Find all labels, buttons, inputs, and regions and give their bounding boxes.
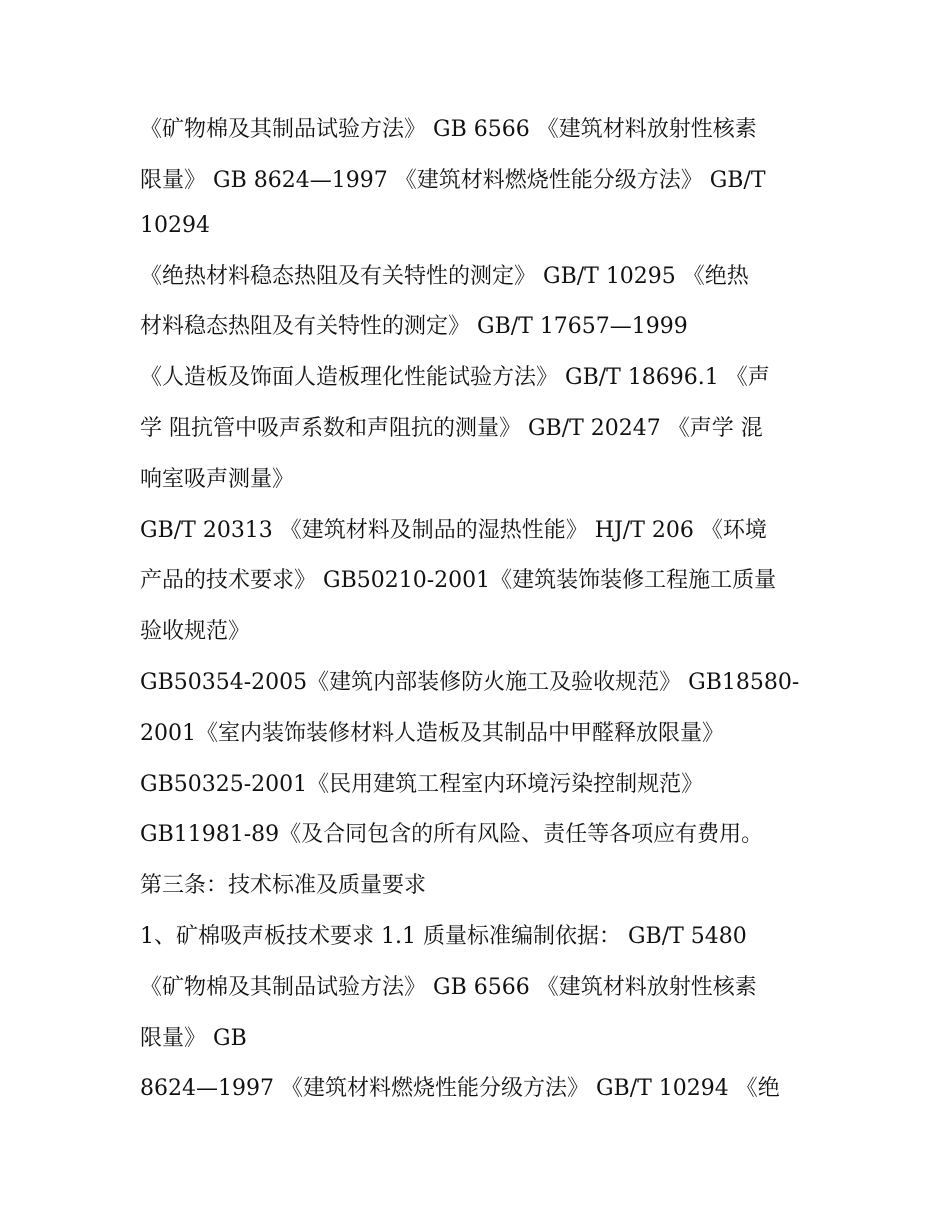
text-line: 《绝热材料稳态热阻及有关特性的测定》 GB/T 10295 《绝热 <box>140 263 749 289</box>
text-line: 1、矿棉吸声板技术要求 1.1 质量标准编制依据： GB/T 5480 <box>140 923 747 949</box>
text-line: 10294 <box>140 212 210 238</box>
text-line: 响室吸声测量》 <box>140 466 295 492</box>
text-line: 限量》 GB <box>140 1025 247 1051</box>
section-heading: 第三条：技术标准及质量要求 <box>140 873 427 899</box>
text-line: 产品的技术要求》 GB50210-2001《建筑装饰装修工程施工质量 <box>140 568 777 594</box>
text-line: GB11981-89《及合同包含的所有风险、责任等各项应有费用。 <box>140 822 764 848</box>
text-line: GB50354-2005《建筑内部装修防火施工及验收规范》 GB18580- <box>140 669 800 695</box>
text-line: 8624—1997 《建筑材料燃烧性能分级方法》 GB/T 10294 《绝 <box>140 1076 780 1102</box>
text-line: 学 阻抗管中吸声系数和声阻抗的测量》 GB/T 20247 《声学 混 <box>140 415 763 441</box>
text-line: 2001《室内装饰装修材料人造板及其制品中甲醛释放限量》 <box>140 720 724 746</box>
text-line: 限量》 GB 8624—1997 《建筑材料燃烧性能分级方法》 GB/T <box>140 167 766 193</box>
text-line: 《人造板及饰面人造板理化性能试验方法》 GB/T 18696.1 《声 <box>140 365 770 391</box>
text-line: 材料稳态热阻及有关特性的测定》 GB/T 17657—1999 <box>140 314 688 340</box>
text-line: 验收规范》 <box>140 619 251 645</box>
text-line: GB/T 20313 《建筑材料及制品的湿热性能》 HJ/T 206 《环境 <box>140 517 767 543</box>
text-line: 《矿物棉及其制品试验方法》 GB 6566 《建筑材料放射性核素 <box>140 117 757 142</box>
text-line: 《矿物棉及其制品试验方法》 GB 6566 《建筑材料放射性核素 <box>140 974 757 1000</box>
document-body <box>140 108 820 1118</box>
text-line: GB50325-2001《民用建筑工程室内环境污染控制规范》 <box>140 771 704 797</box>
